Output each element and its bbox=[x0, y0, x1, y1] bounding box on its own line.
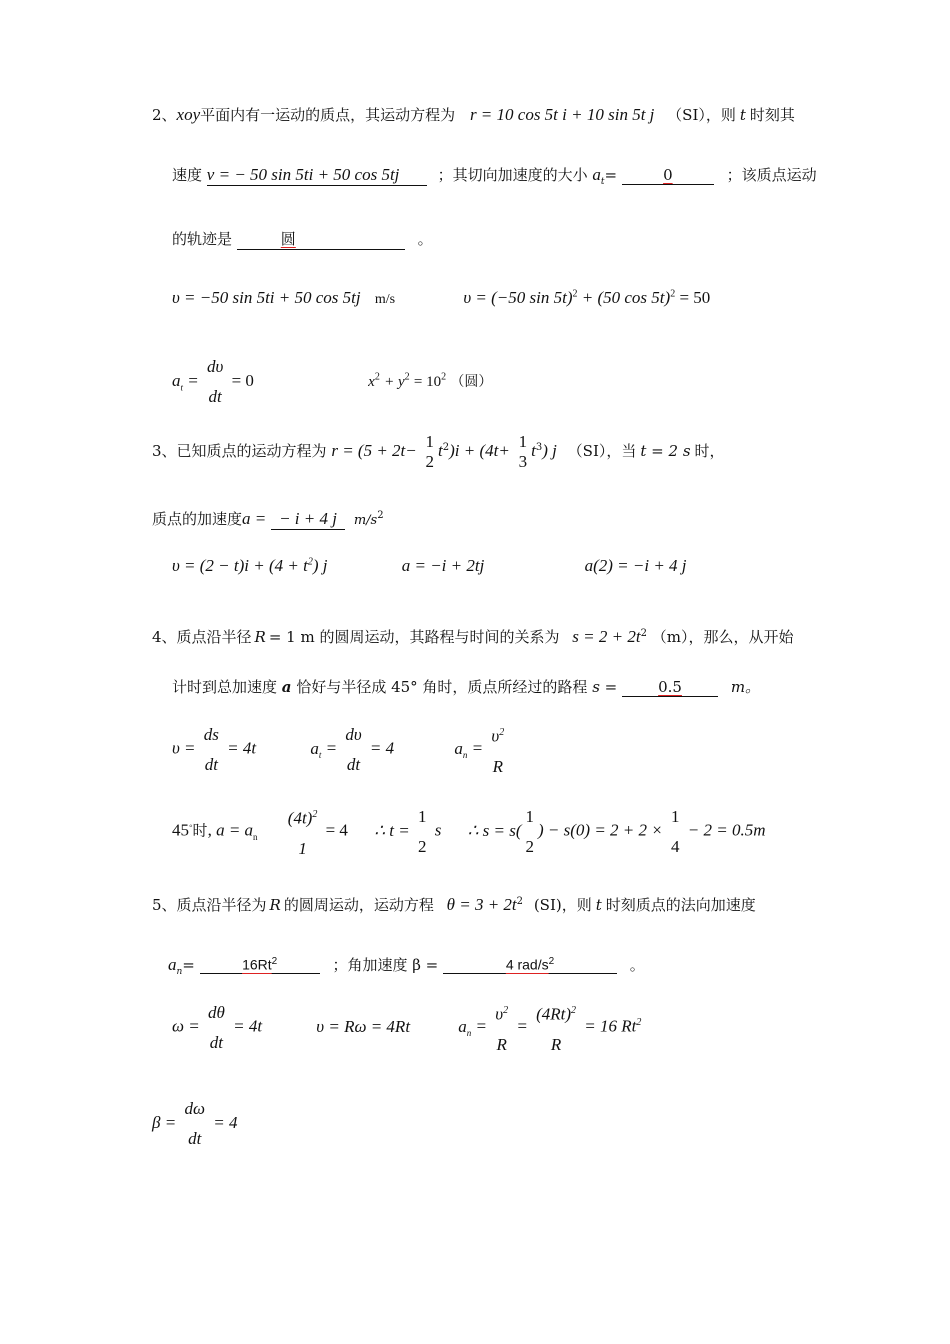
q2-velocity-answer: v = − 50 sin 5ti + 50 cos 5tj bbox=[207, 165, 427, 186]
q5-sol-omega: dθ dt bbox=[207, 1002, 225, 1052]
q2-sol-at: $a_t$ = bbox=[172, 370, 199, 393]
q3-line2: 质点的加速度a = − i + 4 j $m/s^2$ bbox=[152, 509, 384, 528]
q2-sol-at-fraction: dυ dt bbox=[207, 357, 224, 406]
q5-motion-equation: θ = 3 + 2t bbox=[446, 895, 517, 914]
q4-line1: 4、质点沿半径 R = 1 m 的圆周运动，其路程与时间的关系为 $s = 2 + 2t^2$ （m），那么，从开始 bbox=[152, 627, 794, 646]
q4-sol-normal: $\upsilon^2$ R bbox=[491, 726, 505, 776]
q4-path-answer: 0.5 bbox=[622, 678, 718, 697]
q2-solution-1: υ = −50 sin 5ti + 50 cos 5tj m/s υ = (−50 sin 5t)$^2$ + (50 cos 5t)$^2$ = 50 bbox=[172, 288, 711, 307]
q2-sol-unit: m/s bbox=[374, 292, 396, 307]
q5-sol-normal: $\upsilon^2$ R bbox=[495, 1004, 509, 1054]
q2-xoy: xoy bbox=[176, 105, 201, 124]
q3-sol-velocity: υ = (2 − t)i + (4 + t bbox=[172, 556, 308, 575]
q3-intro-text: 3、已知质点的运动方程为 bbox=[152, 442, 327, 460]
q5-normal-answer: 16Rt$^2$ bbox=[200, 956, 320, 974]
q2-si-text: （SI），则 bbox=[667, 106, 736, 124]
q3-acceleration-answer: − i + 4 j bbox=[271, 509, 345, 530]
q2-t: t bbox=[739, 106, 746, 124]
q5-angular-answer: 4 rad/$s^2$ bbox=[443, 956, 617, 974]
q3-solution: $\upsilon = (2 - t)i + (4 + t^2)$ j a = −i + 2tj a(2) = −i + 4 j bbox=[172, 556, 687, 575]
q3-acceleration-label: 质点的加速度 bbox=[152, 510, 243, 528]
q4-solution-2: 45◦时, $a = a_n$ $(4t)^2$ 1 = 4 ∴ t = 1 2 s ∴ s = s( 1 2 ) − s(0) = 2 + 2 × 1 4 − 2 = 0.5m bbox=[172, 806, 766, 858]
q2-trajectory-label: 的轨迹是 bbox=[172, 230, 233, 248]
q2-tangential-answer: 0 bbox=[622, 166, 714, 185]
q4-sol-velocity: ds dt bbox=[203, 724, 219, 774]
q4-solution-1: υ = ds dt = 4t $a_t$ = dυ dt = 4 $a_n$ = $\upsilon^2$ R bbox=[172, 718, 508, 782]
q3-t-value: t = 2 s bbox=[640, 442, 691, 460]
q5-angular-label: ；角加速度 β = bbox=[332, 956, 439, 974]
q3-sol-acceleration-at-2: a(2) = −i + 4 j bbox=[584, 556, 687, 575]
q4-sol-condition: a = a bbox=[216, 820, 254, 840]
q2-solution-2: $a_t$ = dυ dt = 0 $x^2 + y^2 = 10^2$ （圆） bbox=[172, 352, 492, 412]
q2-intro-text: 平面内有一运动的质点，其运动方程为 bbox=[200, 106, 456, 124]
q3-motion-equation: r = (5 + 2t− bbox=[331, 441, 417, 460]
q2-number: 2、 bbox=[152, 106, 177, 124]
q5-line1: 5、质点沿半径为 R 的圆周运动，运动方程 $\theta = 3 + 2t^2$ (SI)，则 t 时刻质点的法向加速度 bbox=[152, 895, 756, 914]
q5-line2: $a_n= 16Rt^2$ ；角加速度 β = 4 rad/$s^2$ 。 bbox=[168, 955, 645, 977]
q2-sol-speed: υ = (−50 sin 5t) bbox=[463, 288, 573, 307]
q4-line2: 计时到总加速度 a 恰好与半径成 45° 角时，质点所经过的路程 s = 0.5 m。 bbox=[172, 678, 761, 696]
q4-sol-path: ∴ s = s( bbox=[467, 820, 522, 840]
q2-motion-equation: r = 10 cos 5t i + 10 sin 5t j bbox=[469, 105, 655, 124]
q2-line3: 的轨迹是 圆 。 bbox=[172, 230, 433, 248]
q2-line1-end: 时刻其 bbox=[749, 106, 795, 124]
q2-at-symbol: a bbox=[592, 165, 601, 184]
q5-sol-velocity: υ = Rω = 4Rt bbox=[316, 1016, 411, 1036]
q2-velocity-label: 速度 bbox=[172, 166, 203, 184]
q2-tangential-text: ；其切向加速度的大小 bbox=[437, 166, 588, 184]
q2-line2: 速度 v = − 50 sin 5ti + 50 cos 5tj ；其切向加速度的大小 $a_t= 0$ ；该质点运动 bbox=[172, 165, 817, 187]
q3-unit: m/s bbox=[353, 513, 378, 528]
q2-trajectory-answer: 圆 bbox=[237, 228, 405, 250]
q5-solution-1: ω = dθ dt = 4t υ = Rω = 4Rt $a_n$ = $\upsilon^2$ R = $(4Rt)^2$ R = 16 Rt$^2$ bbox=[172, 996, 641, 1060]
q4-intro-text: 4、质点沿半径 bbox=[152, 628, 252, 646]
q5-intro-text: 5、质点沿半径为 bbox=[152, 896, 267, 914]
q4-path-equation: s = 2 + 2t bbox=[572, 627, 641, 646]
q3-sol-acceleration: a = −i + 2tj bbox=[401, 556, 485, 575]
q5-solution-2: β = dω dt = 4 bbox=[152, 1094, 237, 1154]
q4-sol-tangential: dυ dt bbox=[345, 724, 362, 774]
q2-line2-end: ；该质点运动 bbox=[726, 166, 817, 184]
q2-sol-velocity: υ = −50 sin 5ti + 50 cos 5tj bbox=[172, 288, 361, 307]
q2-sol-circle-eq: x bbox=[368, 373, 375, 390]
q3-line1: 3、已知质点的运动方程为 r = (5 + 2t− 1 2 $t^2)i + (4t+$ 1 3 $t^3$) j （SI），当 t = 2 s 时， bbox=[152, 432, 725, 471]
q5-sol-beta: dω dt bbox=[184, 1099, 205, 1148]
q2-line1 bbox=[152, 104, 795, 125]
